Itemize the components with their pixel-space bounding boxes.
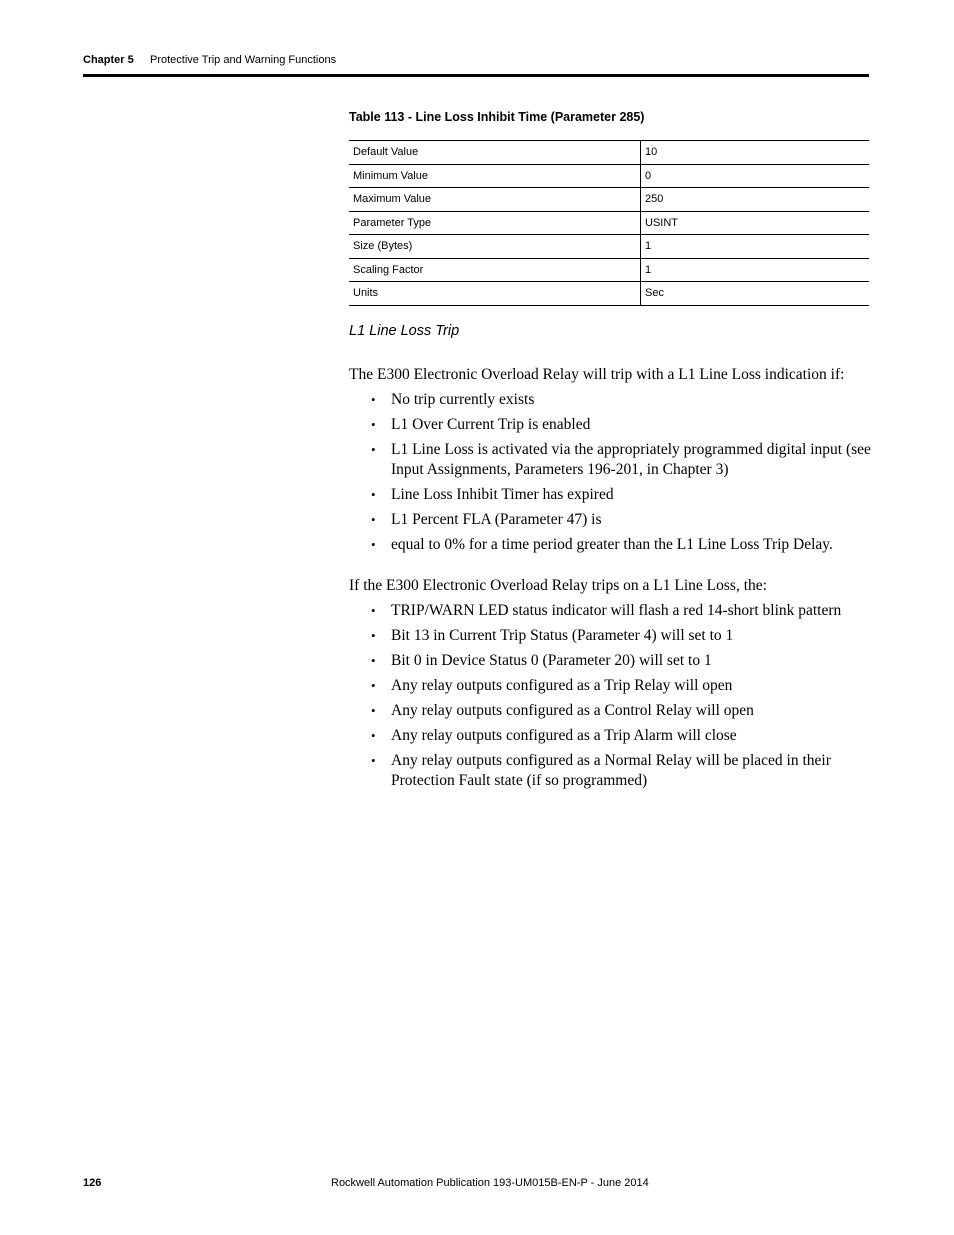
row-label: Minimum Value <box>349 164 641 188</box>
table-row <box>349 188 869 212</box>
list-item: • Line Loss Inhibit Timer has expired <box>391 485 871 505</box>
row-value: 1 <box>641 235 870 259</box>
row-label: Parameter Type <box>349 211 641 235</box>
row-label: Maximum Value <box>349 188 641 212</box>
list-item: • Bit 0 in Device Status 0 (Parameter 20) will set to 1 <box>391 651 871 671</box>
list-item: • L1 Over Current Trip is enabled <box>391 415 871 435</box>
row-value: 10 <box>641 141 870 165</box>
row-label: Default Value <box>349 141 641 165</box>
table-caption: Table 113 - Line Loss Inhibit Time (Parameter 285) <box>349 110 645 124</box>
row-value: Sec <box>641 282 870 306</box>
row-label: Size (Bytes) <box>349 235 641 259</box>
trip-conditions-list <box>391 390 871 560</box>
header-rule <box>83 74 869 77</box>
table-row <box>349 164 869 188</box>
list-item: • L1 Line Loss is activated via the appropriately programmed digital input (see Input Assignments, Parameters 196-201, in Chapter 3) <box>391 440 871 480</box>
trip-results-list <box>391 601 871 796</box>
row-value: 1 <box>641 258 870 282</box>
list-item: • equal to 0% for a time period greater than the L1 Line Loss Trip Delay. <box>391 535 871 555</box>
list-item: • Any relay outputs configured as a Trip Relay will open <box>391 676 871 696</box>
list-item: • Any relay outputs configured as a Normal Relay will be placed in their Protection Fault state (if so programmed) <box>391 751 871 791</box>
list-item: • L1 Percent FLA (Parameter 47) is <box>391 510 871 530</box>
list-item: • Any relay outputs configured as a Control Relay will open <box>391 701 871 721</box>
chapter-title: Protective Trip and Warning Functions <box>150 54 337 66</box>
row-value: 250 <box>641 188 870 212</box>
section-heading: L1 Line Loss Trip <box>349 323 460 339</box>
table-row <box>349 141 869 165</box>
row-value: 0 <box>641 164 870 188</box>
list-item: • No trip currently exists <box>391 390 871 410</box>
page-number: 126 <box>83 1177 102 1189</box>
table-row <box>349 211 869 235</box>
chapter-label: Chapter 5 <box>83 54 134 66</box>
list-item: • Any relay outputs configured as a Trip Alarm will close <box>391 726 871 746</box>
table-row <box>349 282 869 306</box>
trip-results-intro: If the E300 Electronic Overload Relay trips on a L1 Line Loss, the: <box>349 577 767 594</box>
list-item: • Bit 13 in Current Trip Status (Parameter 4) will set to 1 <box>391 626 871 646</box>
parameter-table <box>349 140 869 306</box>
row-label: Units <box>349 282 641 306</box>
publication-info: Rockwell Automation Publication 193-UM015B-EN-P - June 2014 <box>331 1177 649 1189</box>
row-value: USINT <box>641 211 870 235</box>
list-item: • TRIP/WARN LED status indicator will flash a red 14-short blink pattern <box>391 601 871 621</box>
row-label: Scaling Factor <box>349 258 641 282</box>
table-row <box>349 235 869 259</box>
trip-conditions-intro: The E300 Electronic Overload Relay will trip with a L1 Line Loss indication if: <box>349 366 845 383</box>
table-row <box>349 258 869 282</box>
